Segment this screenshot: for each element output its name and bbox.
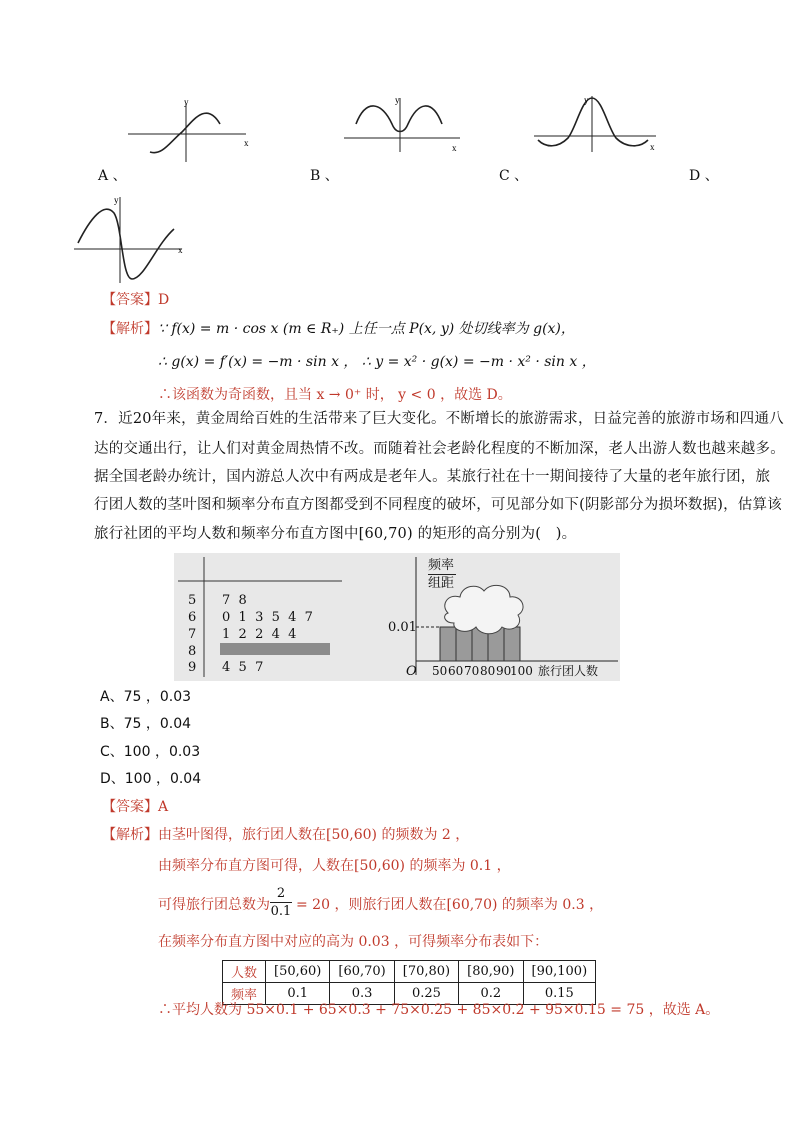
leaf-7: 1 2 2 4 4 bbox=[222, 627, 297, 642]
table-cell: [70,80) bbox=[394, 961, 458, 983]
stem-5: 5 bbox=[188, 593, 197, 608]
histogram-xtick-90: 90 bbox=[496, 664, 512, 678]
table-head-count: 人数 bbox=[223, 961, 266, 983]
q7-analysis-line3: 可得旅行团总数为 bbox=[158, 897, 270, 913]
table-cell: 0.1 bbox=[266, 983, 330, 1005]
table-cell: [60,70) bbox=[330, 961, 394, 983]
fraction-denominator: 0.1 bbox=[270, 904, 292, 919]
table-cell: 0.15 bbox=[523, 983, 596, 1005]
q6-answer: 【答案】D bbox=[102, 292, 170, 308]
q7-figure bbox=[174, 553, 620, 681]
leaf-6: 0 1 3 5 4 7 bbox=[222, 610, 313, 625]
table-cell: 0.2 bbox=[459, 983, 523, 1005]
table-cell: 0.25 bbox=[394, 983, 458, 1005]
q7-stem-line1: 7．近20年来，黄金周给百姓的生活带来了巨大变化。不断增长的旅游需求，日益完善的旅游市场和四通八 bbox=[94, 411, 784, 427]
histogram-xtick-60: 60 bbox=[448, 664, 464, 678]
leaf-9: 4 5 7 bbox=[222, 660, 264, 675]
histogram-xlabel: 旅行团人数 bbox=[538, 664, 599, 678]
graph-b bbox=[342, 94, 466, 154]
table-cell: [90,100) bbox=[523, 961, 596, 983]
histogram-xtick-100: 100 bbox=[510, 664, 533, 678]
fraction-numerator: 2 bbox=[276, 886, 286, 901]
table-cell: [50,60) bbox=[266, 961, 330, 983]
q6-analysis-line2: ∴ g(x) = f′(x) = −m · sin x ， ∴ y = x² · g(x) = −m · x² · sin x ， bbox=[158, 354, 596, 370]
histogram-ylabel-bottom: 组距 bbox=[428, 576, 455, 591]
graph-a bbox=[126, 96, 256, 166]
option-a-label: A 、 bbox=[98, 168, 127, 184]
stem-7: 7 bbox=[188, 627, 197, 642]
option-b-label: B 、 bbox=[310, 168, 339, 184]
q7-answer: 【答案】A bbox=[102, 799, 169, 815]
stem-6: 6 bbox=[188, 610, 197, 625]
q7-analysis-line3b: = 20 ，则旅行团人数在[60,70) 的频率为 0.3 ， bbox=[296, 897, 604, 913]
graph-c-x-label: x bbox=[650, 142, 655, 152]
histogram-xtick-50: 50 bbox=[432, 664, 448, 678]
graph-a-x-label: x bbox=[244, 138, 249, 148]
fraction bbox=[270, 886, 292, 919]
graph-c-y-label: y bbox=[584, 95, 589, 105]
histogram-xtick-80: 80 bbox=[480, 664, 496, 678]
q7-analysis-line2: 由频率分布直方图可得，人数在[50,60) 的频率为 0.1 ， bbox=[158, 858, 511, 874]
option-c-label: C 、 bbox=[499, 168, 529, 184]
q6-analysis-line3: ∴该函数为奇函数，且当 x → 0⁺ 时， y < 0 ，故选 D。 bbox=[158, 387, 512, 403]
q7-stem-line3: 据全国老龄办统计，国内游总人次中有两成是老年人。某旅行社在十一期间接待了大量的老年旅行团，旅 bbox=[94, 469, 771, 485]
table-cell: 0.3 bbox=[330, 983, 394, 1005]
q7-analysis-line1: 【解析】由茎叶图得，旅行团人数在[50,60) 的频数为 2 ， bbox=[102, 827, 470, 843]
leaf-5: 7 8 bbox=[222, 593, 247, 608]
q7-option-c: C、100 ，0.03 bbox=[100, 744, 201, 760]
histogram-ylabel-top: 频率 bbox=[428, 558, 455, 573]
cloud-damage bbox=[445, 585, 523, 633]
histogram-xtick-70: 70 bbox=[464, 664, 480, 678]
q7-option-a: A、75 ，0.03 bbox=[100, 689, 192, 705]
q7-analysis-line5: ∴平均人数为 55×0.1 + 65×0.3 + 75×0.25 + 85×0.2 + 95×0.15 = 75 ，故选 A。 bbox=[158, 1002, 720, 1018]
q7-stem-line5: 旅行社团的平均人数和频率分布直方图中[60,70) 的矩形的高分别为( )。 bbox=[94, 526, 577, 542]
stem-9: 9 bbox=[188, 660, 197, 675]
stem-leaf-damaged-row bbox=[220, 643, 330, 655]
q6-analysis-line1: 【解析】∵ f(x) = m · cos x (m ∈ R₊) 上任一点 P(x, y) 处切线率为 g(x)， bbox=[102, 321, 575, 337]
graph-b-y-label: y bbox=[395, 95, 400, 105]
table-head-freq: 频率 bbox=[223, 983, 266, 1005]
graph-c bbox=[532, 94, 662, 154]
table-cell: [80,90) bbox=[459, 961, 523, 983]
graph-b-x-label: x bbox=[452, 143, 457, 153]
table-row bbox=[223, 961, 596, 983]
q7-option-b: B、75 ，0.04 bbox=[100, 716, 192, 732]
q7-stem-line4: 行团人数的茎叶图和频率分布直方图都受到不同程度的破坏，可见部分如下(阴影部分为损坏数据)，估算该 bbox=[94, 497, 782, 513]
graph-a-y-label: y bbox=[184, 97, 189, 107]
stem-8: 8 bbox=[188, 644, 197, 659]
q7-stem-line2: 达的交通出行，让人们对黄金周热情不改。而随着社会老龄化程度的不断加深，老人出游人数也越来越多。 bbox=[94, 441, 785, 457]
graph-d-y-label: y bbox=[114, 195, 119, 205]
histogram-ytick: 0.01 bbox=[388, 620, 417, 635]
histogram-origin: O bbox=[406, 664, 417, 679]
graph-d-x-label: x bbox=[178, 245, 183, 255]
frequency-table bbox=[222, 960, 596, 1005]
option-d-label: D 、 bbox=[689, 168, 719, 184]
q7-analysis-line4: 在频率分布直方图中对应的高为 0.03 ，可得频率分布表如下： bbox=[158, 934, 549, 950]
q7-option-d: D、100 ，0.04 bbox=[100, 771, 202, 787]
graph-d bbox=[70, 193, 190, 285]
